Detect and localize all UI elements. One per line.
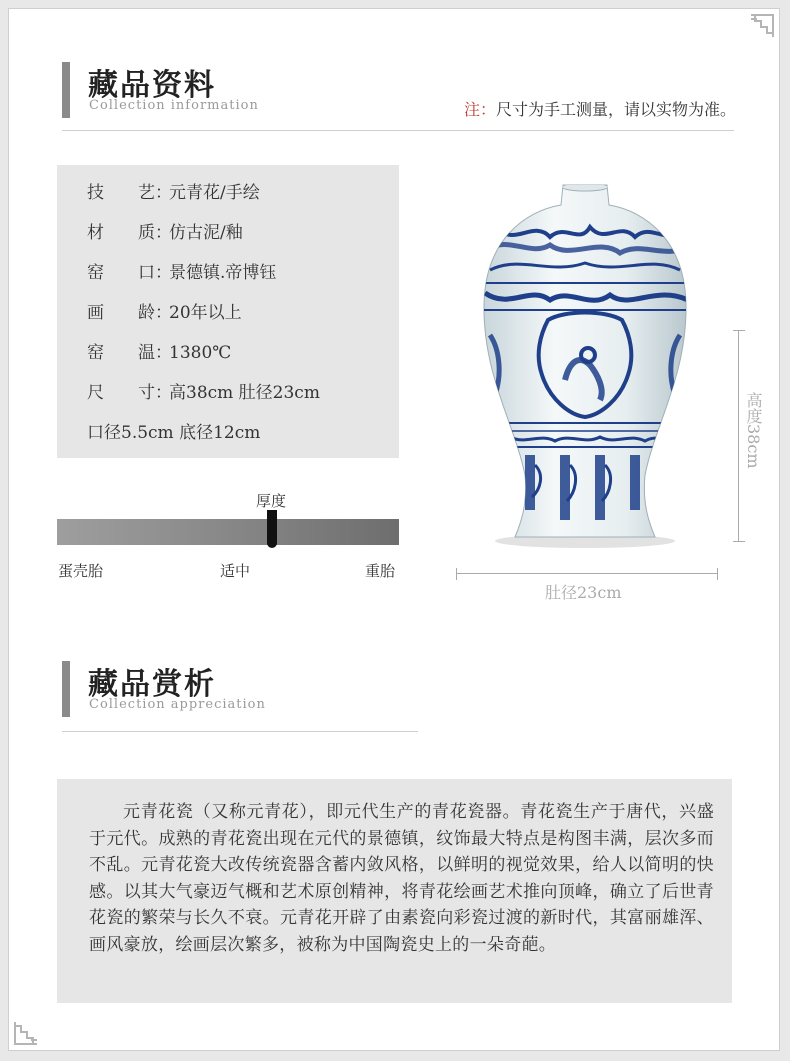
section-divider <box>62 731 418 732</box>
section-title: 藏品资料 <box>88 68 216 103</box>
height-dimension-label: 高度38cm <box>744 392 763 469</box>
note-mark: 注： <box>463 100 496 119</box>
section-subtitle: Collection information <box>89 98 259 113</box>
spec-row-craft: 技 艺：元青花/手绘 <box>87 183 260 203</box>
thickness-end-thin: 蛋壳胎 <box>58 562 104 580</box>
measurement-note <box>464 97 736 120</box>
thickness-end-heavy: 重胎 <box>365 562 396 580</box>
section-title: 藏品赏析 <box>88 667 216 702</box>
spec-row-size: 尺 寸：高38cm 肚径23cm <box>87 383 320 403</box>
corner-ornament-bottom-left <box>13 1020 39 1046</box>
width-dimension-label: 肚径23cm <box>545 583 622 602</box>
thickness-end-medium: 适中 <box>220 562 251 580</box>
section-subtitle: Collection appreciation <box>89 697 266 712</box>
spec-row-kiln-temp: 窑 温：1380℃ <box>87 343 232 363</box>
section-accent-bar <box>62 62 70 118</box>
section-accent-bar <box>62 661 70 717</box>
width-dimension-line <box>456 568 718 580</box>
spec-row-painting-age: 画 龄：20年以上 <box>87 303 242 323</box>
note-text: 尺寸为手工测量，请以实物为准。 <box>495 100 736 119</box>
vase-image <box>440 175 730 555</box>
spec-row-size-detail: 口径5.5cm 底径12cm <box>87 423 261 443</box>
thickness-label: 厚度 <box>256 492 287 510</box>
spec-row-kiln: 窑 口：景德镇.帝博钰 <box>87 263 277 283</box>
thickness-bar <box>57 519 399 545</box>
corner-ornament-top-right <box>749 13 775 39</box>
section-divider <box>62 130 734 131</box>
thickness-marker <box>267 510 277 548</box>
spec-panel <box>57 165 399 458</box>
spec-row-material: 材 质：仿古泥/釉 <box>87 223 243 243</box>
appreciation-text: 元青花瓷（又称元青花），即元代生产的青花瓷器。青花瓷生产于唐代，兴盛于元代。成熟的青花瓷出现在元代的景德镇，纹饰最大特点是构图丰满，层次多而不乱。元青花瓷大改传统瓷器含蓄内敛风格，以鲜明的视觉效果，给人以简明的快感。以其大气豪迈气概和艺术原创精神，将青花绘画艺术推向顶峰，确立了后世青花瓷的繁荣与长久不衰。元青花开辟了由素瓷向彩瓷过渡的新时代，其富丽雄浑、画风豪放，绘画层次繁多，被称为中国陶瓷史上的一朵奇葩。 <box>89 802 714 955</box>
appreciation-panel <box>57 779 732 1003</box>
